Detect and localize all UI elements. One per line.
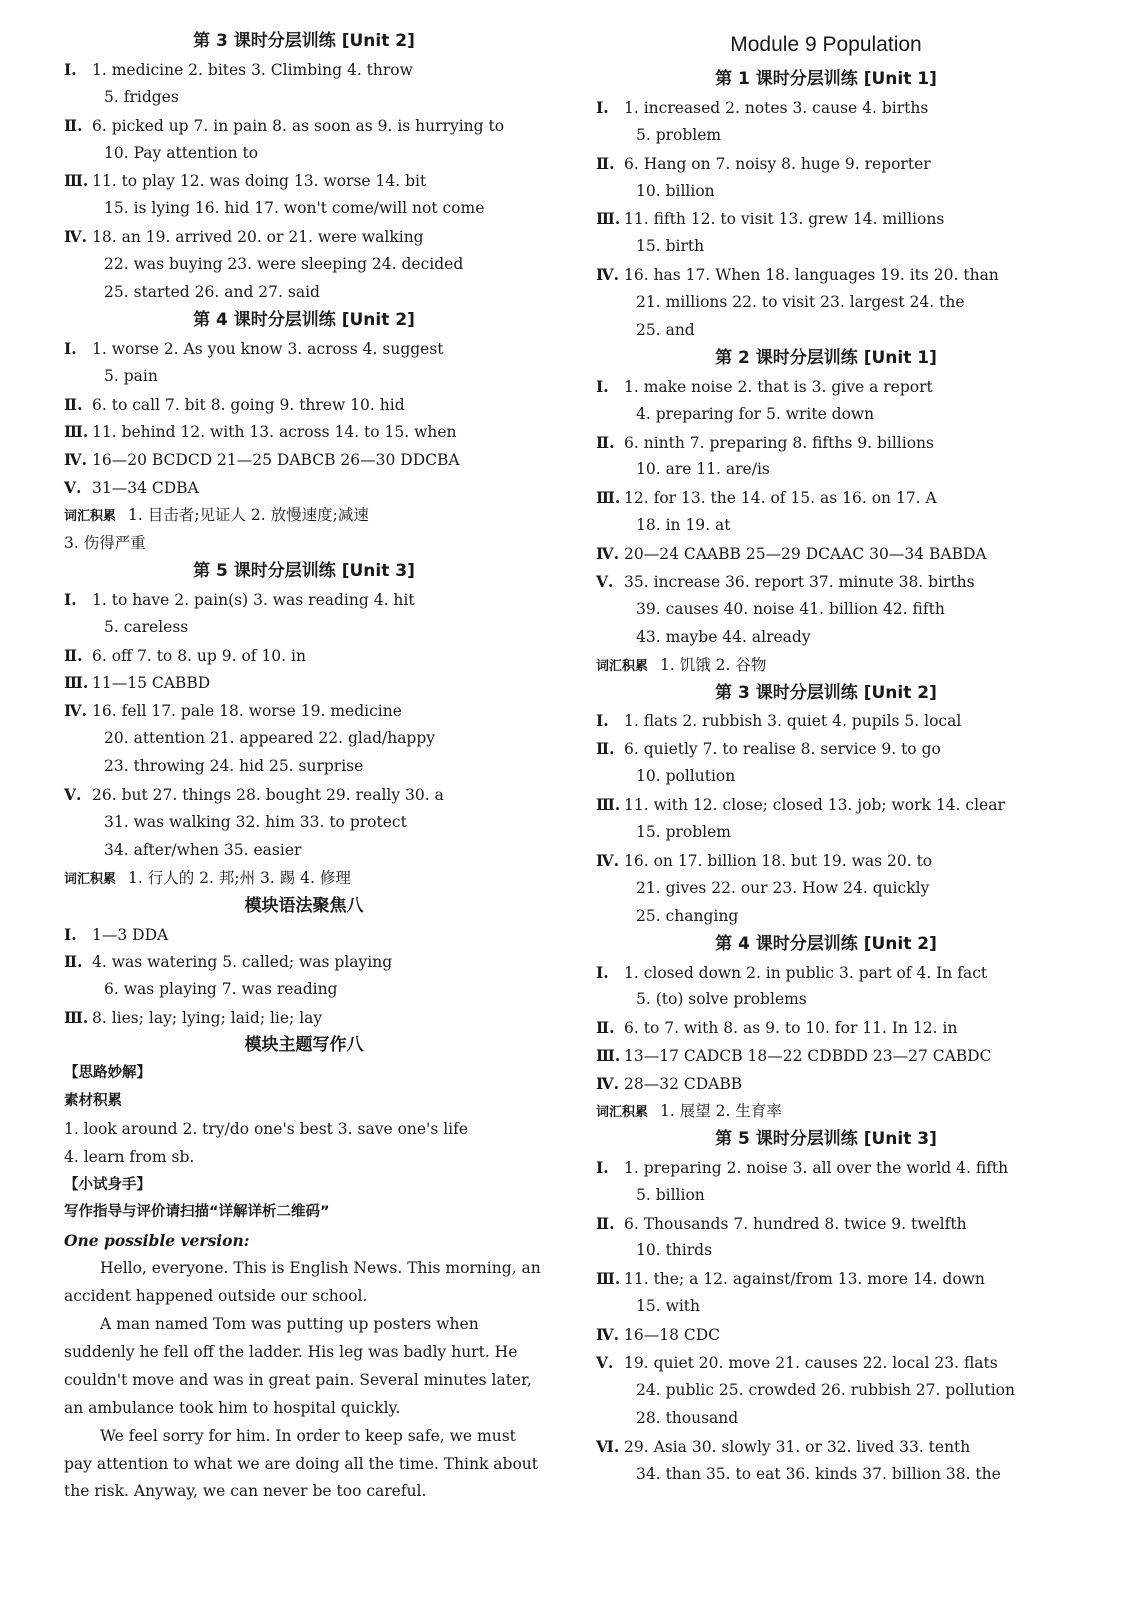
answer-text: 1. closed down 2. in public 3. part of 4. In fact — [624, 963, 988, 982]
vocab-text: 1. 饥饿 2. 谷物 — [660, 655, 767, 674]
section-number: Ⅴ. — [64, 785, 82, 805]
answer-text: 12. for 13. the 14. of 15. as 16. on 17. A — [624, 489, 937, 508]
section-number: Ⅱ. — [596, 153, 615, 173]
section-number: Ⅳ. — [596, 265, 619, 285]
answer-continuation: 5. problem — [636, 125, 722, 144]
bold-heading: 写作指导与评价请扫描“详解详析二维码” — [64, 1204, 330, 1221]
section-number: Ⅲ. — [596, 209, 621, 229]
module-title: Module 9 Population — [730, 33, 922, 56]
answer-text: 35. increase 36. report 37. minute 38. births — [624, 573, 975, 592]
answer-line — [64, 921, 544, 949]
italic-heading: One possible version: — [64, 1231, 250, 1251]
answer-line — [596, 1154, 1056, 1182]
section-number: Ⅳ. — [64, 701, 87, 721]
answer-text: 16—20 BCDCD 21—25 DABCB 26—30 DDCBA — [92, 451, 460, 470]
answer-continuation: 15. with — [636, 1297, 701, 1316]
section-number: Ⅴ. — [64, 478, 82, 498]
vocab-label: 词汇积累 — [596, 658, 649, 674]
answer-text: 16. has 17. When 18. languages 19. its 20. than — [624, 266, 999, 285]
answer-line — [64, 391, 544, 419]
vocab-line — [64, 865, 544, 893]
section-number: Ⅲ. — [64, 422, 89, 442]
answer-line — [596, 373, 1056, 401]
bold-heading: 【小试身手】 — [64, 1176, 151, 1193]
answer-text: 11. to play 12. was doing 13. worse 14. bit — [92, 172, 427, 191]
answer-text: 1. increased 2. notes 3. cause 4. births — [624, 98, 929, 117]
vocab-label: 词汇积累 — [64, 871, 117, 887]
answer-line — [596, 1265, 1056, 1293]
section-number: Ⅳ. — [64, 450, 87, 470]
section-number: Ⅲ. — [64, 1008, 89, 1028]
section-heading: 模块主题写作八 — [244, 1035, 364, 1056]
answer-line — [596, 707, 1056, 735]
answer-line — [596, 1210, 1056, 1238]
section-heading: 第 4 课时分层训练 [Unit 2] — [715, 933, 937, 954]
vocab-line — [596, 1098, 1056, 1126]
answer-continuation: 21. millions 22. to visit 23. largest 24. the — [636, 293, 965, 312]
answer-line — [64, 112, 544, 140]
section-number: Ⅲ. — [596, 1269, 621, 1289]
answer-text: 13—17 CADCB 18—22 CDBDD 23—27 CABDC — [624, 1047, 992, 1066]
section-number: Ⅰ. — [64, 589, 77, 609]
answer-line — [596, 150, 1056, 178]
answer-continuation: 24. public 25. crowded 26. rubbish 27. pollution — [636, 1380, 1016, 1399]
answer-text: 19. quiet 20. move 21. causes 22. local 23. flats — [624, 1353, 998, 1372]
section-number: Ⅲ. — [64, 171, 89, 191]
section-number: Ⅰ. — [596, 711, 609, 731]
answer-text: 1. worse 2. As you know 3. across 4. suggest — [92, 339, 444, 358]
answer-text: 11. fifth 12. to visit 13. grew 14. millions — [624, 210, 945, 229]
answer-text: 11—15 CABBD — [92, 674, 211, 693]
answer-line — [596, 1042, 1056, 1070]
answer-continuation: 5. fridges — [104, 87, 179, 106]
answer-continuation: 20. attention 21. appeared 22. glad/happy — [104, 729, 436, 748]
section-heading: 第 3 课时分层训练 [Unit 2] — [193, 31, 415, 51]
section-number: Ⅱ. — [596, 739, 615, 759]
answer-continuation: 10. are 11. are/is — [636, 460, 770, 479]
answer-continuation: 5. careless — [104, 617, 189, 636]
plain-line: 4. learn from sb. — [64, 1147, 195, 1166]
answer-text: 6. Thousands 7. hundred 8. twice 9. twelfth — [624, 1214, 967, 1233]
section-number: Ⅲ. — [64, 673, 89, 693]
answer-text: 1. medicine 2. bites 3. Climbing 4. throw — [92, 60, 413, 79]
answer-text: 6. to call 7. bit 8. going 9. threw 10. hid — [92, 395, 405, 414]
answer-text: 29. Asia 30. slowly 31. or 32. lived 33. tenth — [624, 1437, 971, 1456]
section-number: Ⅰ. — [596, 376, 609, 396]
answer-continuation: 34. after/when 35. easier — [104, 840, 302, 859]
section-number: Ⅰ. — [64, 338, 77, 358]
left-column — [64, 28, 544, 1506]
section-number: Ⅵ. — [596, 1436, 620, 1456]
section-number: Ⅳ. — [64, 227, 87, 247]
answer-line — [596, 568, 1056, 596]
answer-text: 6. picked up 7. in pain 8. as soon as 9. is hurrying to — [92, 116, 505, 135]
section-heading: 第 4 课时分层训练 [Unit 2] — [193, 309, 415, 330]
answer-line — [64, 474, 544, 502]
section-heading: 第 3 课时分层训练 [Unit 2] — [715, 682, 937, 703]
section-number: Ⅳ. — [596, 850, 619, 870]
answer-text: 11. behind 12. with 13. across 14. to 15. when — [92, 423, 457, 442]
bold-heading: 【思路妙解】 — [64, 1064, 151, 1081]
answer-line — [64, 335, 544, 363]
answer-line — [596, 484, 1056, 512]
answer-text: 18. an 19. arrived 20. or 21. were walking — [92, 228, 424, 247]
answer-continuation: 25. started 26. and 27. said — [104, 283, 320, 302]
answer-text: 8. lies; lay; lying; laid; lie; lay — [92, 1009, 323, 1028]
answer-continuation: 22. was buying 23. were sleeping 24. decided — [104, 255, 464, 274]
answer-continuation: 28. thousand — [636, 1408, 739, 1427]
answer-continuation: 10. billion — [636, 181, 715, 200]
answer-continuation: 6. was playing 7. was reading — [104, 980, 338, 999]
answer-continuation: 34. than 35. to eat 36. kinds 37. billion 38. the — [636, 1464, 1001, 1483]
answer-text: 1—3 DDA — [92, 925, 169, 944]
answer-line — [596, 94, 1056, 122]
essay-paragraph: Hello, everyone. This is English News. This morning, an accident happened outside our school. — [64, 1259, 541, 1306]
answer-line — [64, 697, 544, 725]
answer-line — [596, 1014, 1056, 1042]
answer-continuation: 5. billion — [636, 1185, 705, 1204]
answer-continuation: 15. problem — [636, 823, 731, 842]
answer-text: 6. to 7. with 8. as 9. to 10. for 11. In 12. in — [624, 1019, 958, 1038]
answer-line — [596, 1070, 1056, 1098]
section-number: Ⅰ. — [64, 59, 77, 79]
answer-text: 16. fell 17. pale 18. worse 19. medicine — [92, 702, 402, 721]
answer-text: 31—34 CDBA — [92, 479, 199, 498]
answer-line — [64, 1004, 544, 1032]
essay-paragraph: A man named Tom was putting up posters when suddenly he fell off the ladder. His leg was badly hurt. He couldn't move and was in great pain. Several minutes later, an ambulance took him to hospital quickly. — [64, 1315, 532, 1417]
answer-line — [64, 586, 544, 614]
answer-continuation: 4. preparing for 5. write down — [636, 404, 875, 423]
section-number: Ⅱ. — [64, 645, 83, 665]
answer-line — [596, 1349, 1056, 1377]
plain-line: 3. 伤得严重 — [64, 534, 146, 553]
answer-text: 1. to have 2. pain(s) 3. was reading 4. hit — [92, 590, 415, 609]
bold-heading: 素材积累 — [64, 1092, 122, 1109]
answer-continuation: 10. Pay attention to — [104, 143, 259, 162]
answer-line — [596, 791, 1056, 819]
answer-continuation: 21. gives 22. our 23. How 24. quickly — [636, 878, 930, 897]
section-heading: 第 5 课时分层训练 [Unit 3] — [193, 560, 415, 581]
answer-continuation: 39. causes 40. noise 41. billion 42. fifth — [636, 599, 945, 618]
section-number: Ⅱ. — [596, 1018, 615, 1038]
answer-line — [596, 205, 1056, 233]
answer-text: 20—24 CAABB 25—29 DCAAC 30—34 BABDA — [624, 545, 987, 564]
section-number: Ⅱ. — [596, 1213, 615, 1233]
section-heading: 第 1 课时分层训练 [Unit 1] — [715, 69, 937, 89]
answer-continuation: 5. (to) solve problems — [636, 990, 807, 1009]
answer-text: 26. but 27. things 28. bought 29. really 30. a — [92, 786, 444, 805]
section-heading: 第 5 课时分层训练 [Unit 3] — [715, 1128, 937, 1149]
answer-continuation: 15. is lying 16. hid 17. won't come/will not come — [104, 199, 485, 218]
answer-continuation: 25. and — [636, 321, 695, 340]
essay-paragraph: We feel sorry for him. In order to keep safe, we must pay attention to what we are doing all the time. Think about the risk. Anyway, we can never be too careful. — [64, 1426, 539, 1501]
answer-text: 16. on 17. billion 18. but 19. was 20. to — [624, 851, 933, 870]
answer-text: 6. Hang on 7. noisy 8. huge 9. reporter — [624, 154, 931, 173]
answer-continuation: 43. maybe 44. already — [636, 627, 811, 646]
answer-line — [596, 847, 1056, 875]
answer-line — [596, 959, 1056, 987]
section-number: Ⅱ. — [64, 394, 83, 414]
answer-continuation: 10. pollution — [636, 767, 736, 786]
section-number: Ⅰ. — [64, 924, 77, 944]
answer-line — [64, 223, 544, 251]
plain-line: 1. look around 2. try/do one's best 3. save one's life — [64, 1119, 469, 1138]
answer-continuation: 10. thirds — [636, 1241, 713, 1260]
vocab-label: 词汇积累 — [596, 1104, 649, 1120]
section-number: Ⅳ. — [596, 544, 619, 564]
answer-line — [64, 446, 544, 474]
answer-line — [596, 429, 1056, 457]
answer-line — [64, 167, 544, 195]
vocab-line — [64, 502, 544, 530]
answer-text: 11. the; a 12. against/from 13. more 14. down — [624, 1270, 985, 1289]
answer-continuation: 5. pain — [104, 366, 158, 385]
answer-line — [64, 669, 544, 697]
section-number: Ⅱ. — [596, 432, 615, 452]
answer-text: 4. was watering 5. called; was playing — [92, 953, 393, 972]
answer-line — [64, 781, 544, 809]
answer-line — [596, 1321, 1056, 1349]
section-number: Ⅲ. — [596, 795, 621, 815]
answer-line — [596, 261, 1056, 289]
section-number: Ⅲ. — [596, 1046, 621, 1066]
section-number: Ⅴ. — [596, 572, 614, 592]
vocab-label: 词汇积累 — [64, 509, 117, 525]
answer-continuation: 15. birth — [636, 237, 705, 256]
vocab-text: 1. 行人的 2. 邦;州 3. 踢 4. 修理 — [128, 868, 351, 887]
section-number: Ⅲ. — [596, 488, 621, 508]
section-number: Ⅳ. — [596, 1074, 619, 1094]
vocab-line — [596, 652, 1056, 680]
section-number: Ⅳ. — [596, 1325, 619, 1345]
answer-text: 1. flats 2. rubbish 3. quiet 4. pupils 5. local — [624, 712, 962, 731]
answer-continuation: 18. in 19. at — [636, 516, 731, 535]
vocab-text: 1. 展望 2. 生育率 — [660, 1101, 782, 1120]
answer-continuation: 23. throwing 24. hid 25. surprise — [104, 757, 364, 776]
section-number: Ⅰ. — [596, 962, 609, 982]
section-number: Ⅱ. — [64, 115, 83, 135]
section-heading: 第 2 课时分层训练 [Unit 1] — [715, 347, 937, 368]
section-number: Ⅰ. — [596, 97, 609, 117]
section-number: Ⅰ. — [596, 1157, 609, 1177]
answer-line — [64, 642, 544, 670]
answer-text: 28—32 CDABB — [624, 1075, 743, 1094]
answer-line — [596, 540, 1056, 568]
answer-line — [596, 1433, 1056, 1461]
section-heading: 模块语法聚焦八 — [244, 895, 364, 916]
section-number: Ⅱ. — [64, 952, 83, 972]
answer-line — [64, 948, 544, 976]
answer-line — [64, 56, 544, 84]
answer-text: 11. with 12. close; closed 13. job; work 14. clear — [624, 796, 1005, 815]
answer-text: 16—18 CDC — [624, 1326, 721, 1345]
section-number: Ⅴ. — [596, 1352, 614, 1372]
answer-text: 6. ninth 7. preparing 8. fifths 9. billions — [624, 433, 934, 452]
answer-text: 6. off 7. to 8. up 9. of 10. in — [92, 646, 306, 665]
answer-text: 6. quietly 7. to realise 8. service 9. to go — [624, 740, 941, 759]
answer-line — [64, 418, 544, 446]
right-column — [596, 28, 1056, 1488]
answer-text: 1. make noise 2. that is 3. give a report — [624, 377, 933, 396]
answer-continuation: 25. changing — [636, 906, 739, 925]
vocab-text: 1. 目击者;见证人 2. 放慢速度;减速 — [128, 506, 369, 525]
answer-line — [596, 735, 1056, 763]
answer-text: 1. preparing 2. noise 3. all over the world 4. fifth — [624, 1158, 1009, 1177]
answer-continuation: 31. was walking 32. him 33. to protect — [104, 812, 407, 831]
